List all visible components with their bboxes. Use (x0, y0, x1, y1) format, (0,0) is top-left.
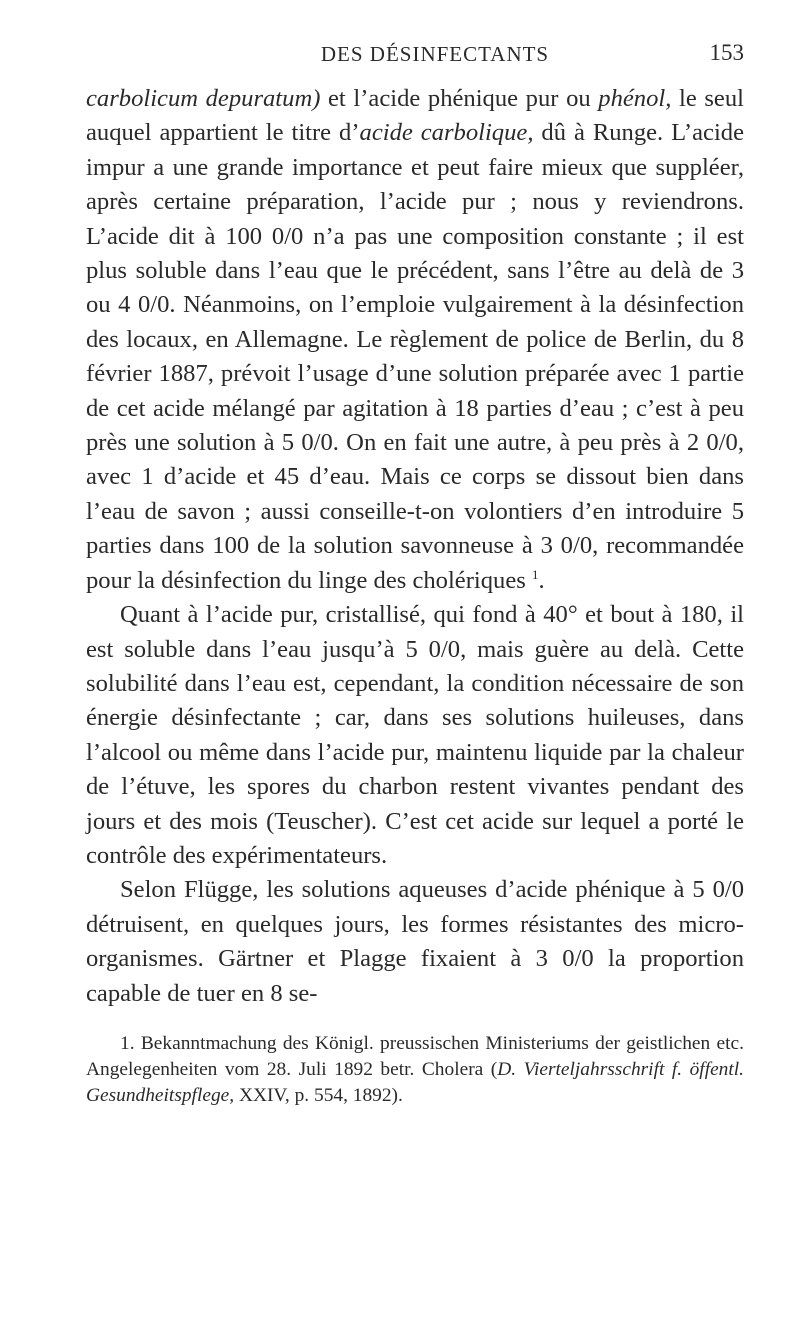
book-page (86, 40, 744, 1109)
paragraph-1-text-b: le seul auquel appartient le titre d’ (86, 85, 744, 147)
paragraph-1-phenol-term: phénol, (598, 85, 672, 112)
footnote-1-journal-title: D. Vierteljahrsschrift f. öffentl. Gesundheitspflege, (86, 1058, 745, 1106)
paragraph-1-carbolic-term: acide carbolique, (359, 119, 534, 147)
paragraph-1-latin-term: carbolicum depuratum) (86, 85, 321, 112)
footnote-1 (86, 1031, 744, 1109)
running-head (86, 40, 744, 76)
footnote-1-text-b: XXIV, p. 554, 1892). (234, 1084, 403, 1106)
paragraph-1 (86, 82, 744, 598)
footnote-reference: 1 (531, 566, 539, 582)
paragraph-1-text-d: . (538, 566, 545, 594)
footnote-1-text-a: 1. Bekanntmachung des Königl. preussischen Ministeriums der geistlichen etc. Angelegenheiten vom 28. Juli 1892 betr. Cholera ( (86, 1032, 744, 1080)
running-title: DES DÉSINFECTANTS (320, 42, 550, 66)
footnotes (86, 1031, 744, 1109)
body-text (86, 82, 744, 1011)
paragraph-2: Quant à l’acide pur, cristallisé, qui fond à 40° et bout à 180, il est soluble dans l’eau jusqu’à 5 0/0, mais guère au delà. Cette solubilité dans l’eau est, cependant, la condition nécessaire de son énergie désinfectante ; car, dans ses solutions huileuses, dans l’alcool ou même dans l’acide pur, maintenu liquide par la chaleur de l’étuve, les spores du charbon restent vivantes pendant des jours et des mois (Teuscher). C’est cet acide sur lequel a porté le contrôle des expérimentateurs. (86, 601, 744, 869)
paragraph-1-text-a: et l’acide phénique pur ou (320, 85, 599, 112)
paragraph-3: Selon Flügge, les solutions aqueuses d’acide phénique à 5 0/0 détruisent, en quelques jours, les formes résistantes des micro-organismes. Gärtner et Plagge fixaient à 3 0/0 la proportion capable de tuer en 8 se- (86, 876, 744, 1007)
paragraph-1-text-c: dû à Runge. L’acide impur a une grande importance et peut faire mieux que suppléer, après certaine préparation, l’acide pur ; nous y reviendrons. L’acide dit à 100 0/0 n’a pas une composition constante ; il est plus soluble dans l’eau que le précédent, sans l’être au delà de 3 ou 4 0/0. Néanmoins, on l’emploie vulgairement à la désinfection des locaux, en Allemagne. Le règlement de police de Berlin, du 8 février 1887, prévoit l’usage d’une solution préparée avec 1 partie de cet acide mélangé par agitation à 18 parties d’eau ; c’est à peu près une solution à 5 0/0. On en fait une autre, à peu près à 2 0/0, avec 1 d’acide et 45 d’eau. Mais ce corps se dissout bien dans l’eau de savon ; aussi conseille-t-on volontiers d’en introduire 5 parties dans 100 de la solution savonneuse à 3 0/0, recommandée pour la désinfection du linge des cholériques (86, 119, 744, 594)
page-number: 153 (709, 40, 744, 65)
